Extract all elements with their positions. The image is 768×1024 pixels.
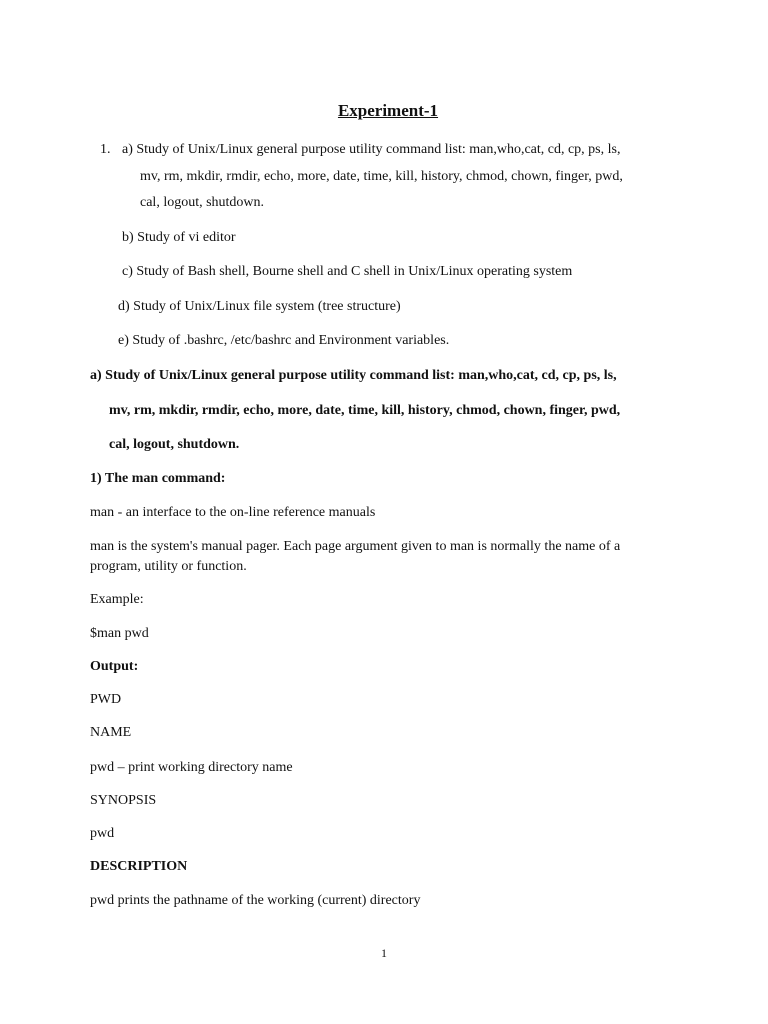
page-title: Experiment-1	[337, 101, 439, 120]
task-d: d) Study of Unix/Linux file system (tree structure)	[118, 299, 401, 314]
list-number: 1.	[100, 142, 111, 157]
task-a-line-3: cal, logout, shutdown.	[140, 195, 265, 210]
synopsis-text: pwd	[90, 826, 115, 841]
page-number: 1	[381, 946, 387, 960]
output-pwd: PWD	[90, 692, 122, 707]
section-a-heading-line-1: a) Study of Unix/Linux general purpose utility command list: man,who,cat, cd, cp, ps, ls,	[90, 368, 617, 383]
man-description-line-2: program, utility or function.	[90, 559, 247, 574]
example-command: $man pwd	[90, 626, 149, 641]
task-e: e) Study of .bashrc, /etc/bashrc and Environment variables.	[118, 333, 450, 348]
man-summary: man - an interface to the on-line reference manuals	[90, 505, 376, 520]
task-b: b) Study of vi editor	[122, 230, 236, 245]
man-description-line-1: man is the system's manual pager. Each page argument given to man is normally the name of a	[90, 539, 621, 554]
task-c: c) Study of Bash shell, Bourne shell and C shell in Unix/Linux operating system	[122, 264, 573, 279]
section-a-heading-line-2: mv, rm, mkdir, rmdir, echo, more, date, time, kill, history, chmod, chown, finger, pwd,	[109, 403, 621, 418]
name-text: pwd – print working directory name	[90, 760, 293, 775]
synopsis-label: SYNOPSIS	[90, 793, 157, 808]
output-label: Output:	[90, 659, 139, 674]
description-text: pwd prints the pathname of the working (current) directory	[90, 893, 421, 908]
man-command-heading: 1) The man command:	[90, 471, 226, 486]
section-a-heading-line-3: cal, logout, shutdown.	[109, 437, 240, 452]
task-a-line-2: mv, rm, mkdir, rmdir, echo, more, date, time, kill, history, chmod, chown, finger, pwd,	[140, 169, 623, 184]
name-label: NAME	[90, 725, 132, 740]
task-a-line-1: a) Study of Unix/Linux general purpose utility command list: man,who,cat, cd, cp, ps, ls,	[122, 142, 621, 157]
example-label: Example:	[90, 592, 144, 607]
description-label: DESCRIPTION	[90, 859, 188, 874]
